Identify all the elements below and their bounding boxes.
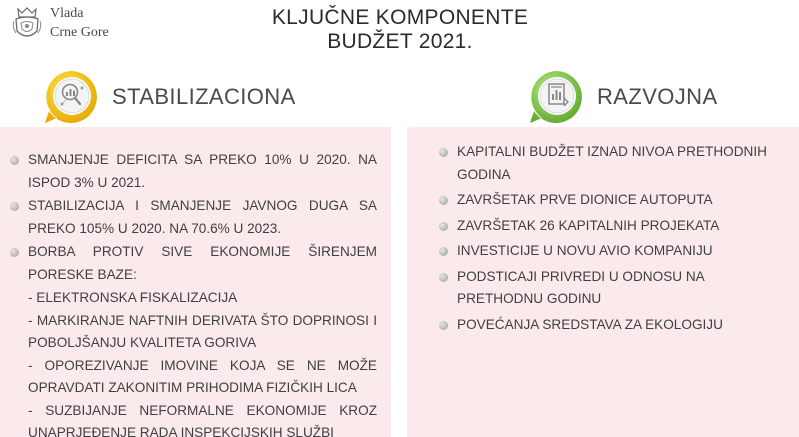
stabilizaciona-heading — [42, 68, 296, 126]
list-item-text: PODSTICAJI PRIVREDI U ODNOSU NA PRETHODNU GODINU — [457, 268, 704, 306]
list-item-text: ZAVRŠETAK PRVE DIONICE AUTOPUTA — [457, 192, 713, 207]
list-item-text: INVESTICIJE U NOVU AVIO KOMPANIJU — [457, 243, 713, 258]
list-item — [439, 314, 785, 337]
list-item-text: STABILIZACIJA I SMANJENJE JAVNOG DUGA SA PREKO 105% U 2020. NA 70.6% U 2023. — [28, 198, 377, 236]
list-item — [439, 266, 785, 311]
razvojna-list — [407, 127, 799, 336]
document-chart-icon — [527, 68, 585, 126]
bullet-icon — [439, 321, 448, 330]
title-line-2: BUDŽET 2021. — [327, 30, 473, 53]
sub-item: - OPOREZIVANJE IMOVINE KOJA SE NE MOŽE OPRAVDATI ZAKONITIM PRIHODIMA FIZIČKIH LICA — [28, 357, 377, 395]
bullet-icon — [10, 248, 19, 257]
sub-item: - SUZBIJANJE NEFORMALNE EKONOMIJE KROZ UNAPRJEĐENJE RADA INSPEKCIJSKIH SLUŽBI — [28, 402, 377, 437]
stabilizaciona-label: STABILIZACIONA — [112, 84, 296, 109]
sub-item: - MARKIRANJE NAFTNIH DERIVATA ŠTO DOPRINOSI I POBOLJŠANJU KVALITETA GORIVA — [28, 312, 377, 350]
list-item — [439, 189, 785, 212]
bullet-icon — [439, 196, 448, 205]
stabilizaciona-panel — [0, 127, 391, 437]
razvojna-heading — [527, 68, 718, 126]
title-line-1: KLJUČNE KOMPONENTE — [271, 6, 529, 29]
list-item-text: POVEĆANJA SREDSTAVA ZA EKOLOGIJU — [457, 316, 723, 332]
crest-icon — [12, 5, 42, 41]
list-item-text: ZAVRŠETAK 26 KAPITALNIH PROJEKATA — [457, 217, 720, 233]
chart-magnifier-icon — [42, 68, 100, 126]
bullet-icon — [10, 156, 19, 165]
bullet-icon — [439, 148, 448, 157]
list-item-text: SMANJENJE DEFICITA SA PREKO 10% U 2020. NA ISPOD 3% U 2021. — [28, 152, 377, 190]
logo-line-1: Vlada — [50, 6, 84, 21]
list-item-text: KAPITALNI BUDŽET IZNAD NIVOA PRETHODNIH GODINA — [457, 144, 767, 182]
razvojna-label: RAZVOJNA — [597, 84, 718, 109]
logo-text — [50, 4, 109, 42]
list-item — [10, 195, 377, 240]
list-item-text: BORBA PROTIV SIVE EKONOMIJE ŠIRENJEM PORESKE BAZE: — [28, 244, 377, 282]
government-logo — [12, 4, 109, 42]
bullet-icon — [439, 273, 448, 282]
bullet-icon — [439, 222, 448, 231]
list-item — [439, 141, 785, 186]
razvojna-panel — [407, 127, 799, 437]
bullet-icon — [10, 202, 19, 211]
stabilizaciona-subitems — [0, 287, 391, 437]
list-item — [439, 240, 785, 263]
stabilizaciona-list — [0, 127, 391, 286]
bullet-icon — [439, 247, 448, 256]
sub-item: - ELEKTRONSKA FISKALIZACIJA — [28, 290, 238, 305]
list-item — [10, 241, 377, 286]
list-item — [439, 215, 785, 238]
page-title — [160, 6, 640, 54]
logo-line-2: Crne Gore — [50, 25, 109, 40]
list-item — [10, 149, 377, 194]
